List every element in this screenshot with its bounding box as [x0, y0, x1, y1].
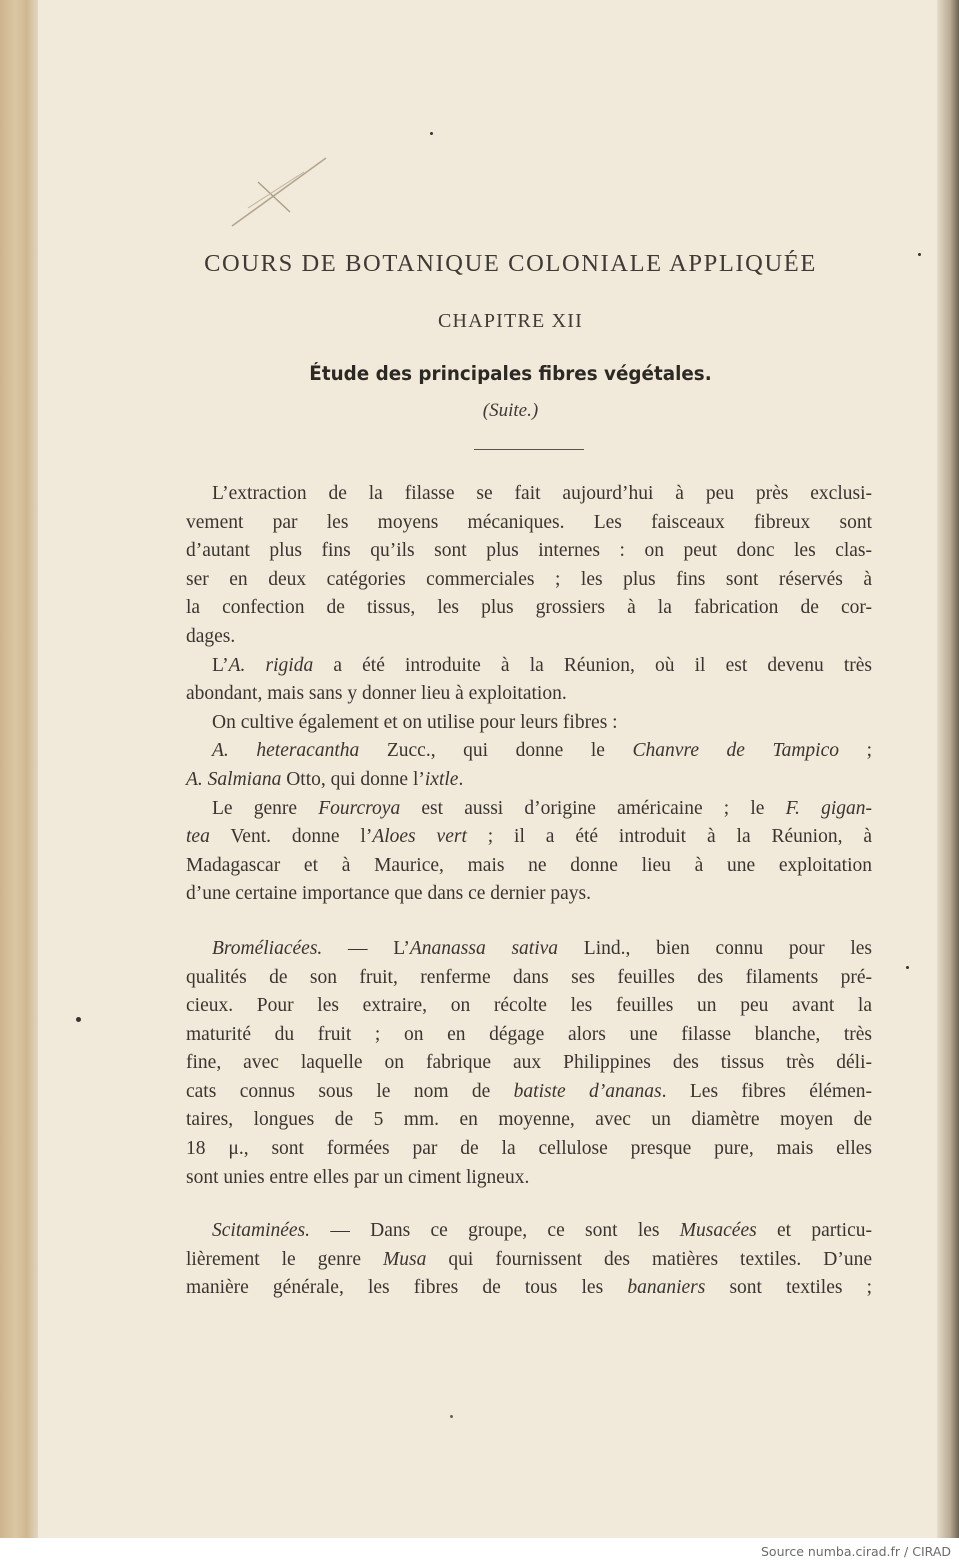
text-line: sont unies entre elles par un ciment ligneux.	[186, 1166, 530, 1188]
page-right-edge	[937, 0, 959, 1538]
text-line: d’autant plus fins qu’ils sont plus internes : on peut donc les clas-	[186, 540, 872, 562]
title-divider	[474, 449, 584, 450]
text-line: tea Vent. donne l’Aloes vert ; il a été introduit à la Réunion, à	[186, 826, 872, 848]
text-line: L’extraction de la filasse se fait aujourd’hui à peu près exclusi-	[212, 483, 872, 504]
body-text	[186, 480, 872, 1303]
chapter-heading: CHAPITRE XII	[438, 310, 583, 332]
source-credit: Source numba.cirad.fr / CIRAD	[760, 1544, 951, 1559]
text-line: A. Salmiana Otto, qui donne l’ixtle.	[186, 768, 464, 790]
text-line: Le genre Fourcroya est aussi d’origine américaine ; le F. gigan-	[212, 797, 873, 819]
text-line: Scitaminées. — Dans ce groupe, ce sont les Musacées et particu-	[212, 1220, 872, 1242]
text-line: d’une certaine importance que dans ce dernier pays.	[186, 883, 591, 905]
text-line: fine, avec laquelle on fabrique aux Philippines des tissus très déli-	[186, 1052, 872, 1074]
paragraph-gap	[186, 1192, 872, 1217]
running-title: COURS DE BOTANIQUE COLONIALE APPLIQUÉE	[204, 250, 817, 277]
text-line: L’A. rigida a été introduite à la Réunion, où il est devenu très	[212, 654, 872, 676]
text-line: 18 μ., sont formées par de la cellulose presque pure, mais elles	[186, 1138, 872, 1160]
text-line: On cultive également et on utilise pour leurs fibres :	[212, 711, 618, 733]
text-line: abondant, mais sans y donner lieu à exploitation.	[186, 683, 567, 705]
text-line: taires, longues de 5 mm. en moyenne, avec un diamètre moyen de	[186, 1109, 872, 1131]
text-line: cats connus sous le nom de batiste d’ananas. Les fibres élémen-	[186, 1080, 872, 1102]
text-line: Madagascar et à Maurice, mais ne donne lieu à une exploitation	[186, 854, 872, 876]
text-line: vement par les moyens mécaniques. Les faisceaux fibreux sont	[186, 511, 872, 533]
text-line: manière générale, les fibres de tous les bananiers sont textiles ;	[186, 1277, 872, 1299]
ink-speck	[918, 253, 921, 256]
section-title: Étude des principales fibres végétales.	[309, 362, 712, 385]
text-line: dages.	[186, 625, 236, 647]
ink-speck	[430, 132, 433, 135]
text-line: qualités de son fruit, renferme dans ses feuilles des filaments pré-	[186, 966, 872, 988]
ink-speck	[450, 1415, 453, 1418]
book-spine-edge	[0, 0, 38, 1538]
ink-speck	[76, 1017, 81, 1022]
text-line: la confection de tissus, les plus grossiers à la fabrication de cor-	[186, 597, 872, 619]
text-line: lièrement le genre Musa qui fournissent des matières textiles. D’une	[186, 1248, 872, 1270]
ink-speck	[906, 966, 909, 969]
text-line: ser en deux catégories commerciales ; les plus fins sont réservés à	[186, 568, 872, 590]
text-line: maturité du fruit ; on en dégage alors une filasse blanche, très	[186, 1023, 872, 1045]
text-line: Broméliacées. — L’Ananassa sativa Lind., bien connu pour les	[212, 937, 872, 959]
paragraph-gap	[186, 909, 872, 935]
suite-subtitle: (Suite.)	[482, 400, 539, 421]
text-line: A. heteracantha Zucc., qui donne le Chanvre de Tampico ;	[212, 740, 873, 762]
text-line: cieux. Pour les extraire, on récolte les feuilles un peu avant la	[186, 995, 872, 1017]
pencil-cross-mark	[228, 150, 338, 230]
